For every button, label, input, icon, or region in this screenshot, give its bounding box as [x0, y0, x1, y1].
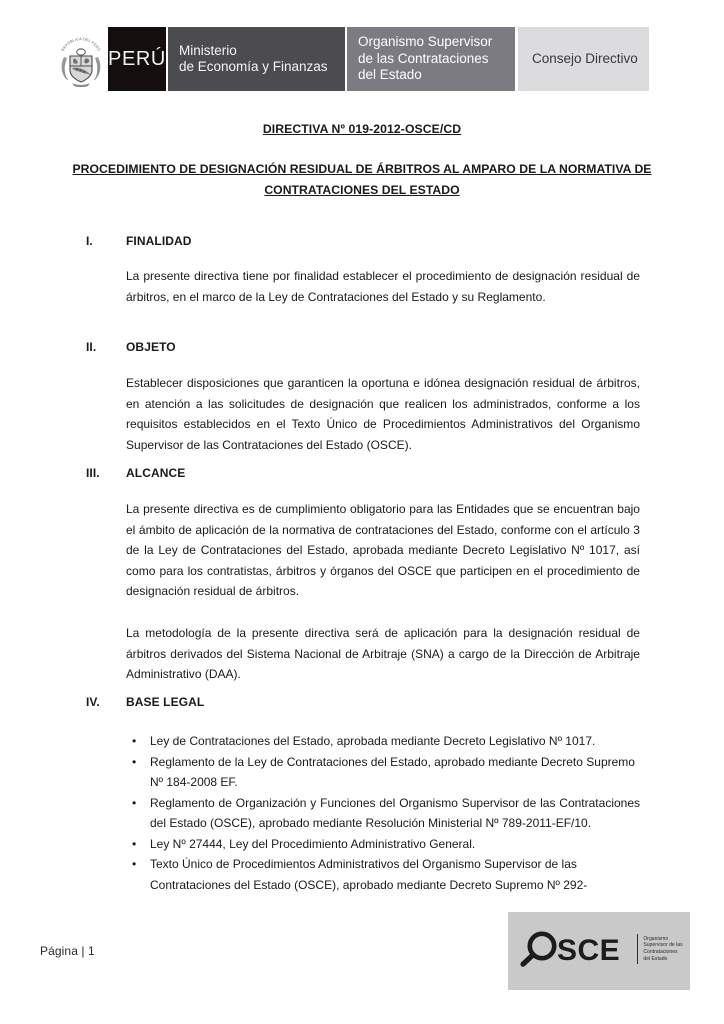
- section-numeral-2: II.: [86, 340, 97, 354]
- osce-line-2: de las Contrataciones: [357, 50, 489, 66]
- bullet-icon: •: [132, 795, 137, 810]
- section-heading-base-legal: [86, 695, 386, 711]
- list-item: [126, 731, 640, 752]
- logo-sub-line-1: Organismo: [643, 935, 669, 942]
- ministry-line-1: Ministerio: [178, 42, 237, 58]
- section-paragraph-objeto: Establecer disposiciones que garanticen la oportuna e idónea designación residual de árbitros, en atención a las solicitudes de designación que realicen los administrados, conforme a los requisitos establecidos en el Texto Único de Procedimientos Administrativos del Organismo Supervisor de las Contrataciones del Estado (OSCE).: [126, 376, 640, 452]
- page-number: Página | 1: [40, 944, 95, 958]
- section-title-1: FINALIDAD: [126, 234, 192, 248]
- list-item-text: Reglamento de Organización y Funciones del Organismo Supervisor de las Contrataciones del Estado (OSCE), aprobado mediante Resolución Ministerial Nº 789-2011-EF/10.: [150, 795, 640, 830]
- section-heading-finalidad: [86, 234, 386, 250]
- peru-brand-block: [108, 27, 166, 91]
- osce-line-3: del Estado: [357, 67, 422, 83]
- institutional-header-banner: [55, 27, 649, 91]
- ministry-line-2: de Economía y Finanzas: [178, 59, 328, 74]
- osce-logo-subtitle: [643, 936, 682, 962]
- section-numeral-1: I.: [86, 234, 93, 248]
- section-numeral-4: IV.: [86, 695, 100, 709]
- list-item-text: Ley de Contrataciones del Estado, aprobada mediante Decreto Legislativo Nº 1017.: [150, 734, 596, 748]
- document-title-line-2: CONTRATACIONES DEL ESTADO: [264, 183, 460, 197]
- section-numeral-3: III.: [86, 466, 100, 480]
- section-title-3: ALCANCE: [126, 466, 186, 480]
- osce-logo: [508, 912, 690, 990]
- directive-number-title: [62, 122, 662, 136]
- council-label: Consejo Directivo: [531, 51, 638, 66]
- list-item-text: Reglamento de la Ley de Contrataciones del Estado, aprobado mediante Decreto Supremo Nº 184-2008 EF.: [150, 754, 635, 789]
- section-paragraph-alcance-2: La metodología de la presente directiva será de aplicación para la designación residual de árbitros derivados del Sistema Nacional de Arbitraje (SNA) a cargo de la Dirección de Arbitraje Administrativo (DAA).: [126, 626, 640, 681]
- peru-label: PERÚ: [108, 48, 166, 70]
- list-item-text: Ley Nº 27444, Ley del Procedimiento Administrativo General.: [150, 836, 476, 851]
- logo-sub-line-2: Supervisor de las: [643, 942, 683, 949]
- bullet-icon: •: [132, 857, 137, 871]
- directive-number-text: DIRECTIVA Nº 019-2012-OSCE/CD: [262, 122, 462, 136]
- logo-sub-line-3: Contrataciones: [643, 949, 678, 955]
- base-legal-list: [126, 731, 640, 895]
- bullet-icon: •: [132, 754, 137, 769]
- list-item: [126, 834, 640, 855]
- logo-divider: [637, 934, 638, 964]
- section-title-2: OBJETO: [126, 340, 176, 354]
- list-item: [126, 752, 640, 793]
- svg-text:REPÚBLICA DEL PERÚ: REPÚBLICA DEL PERÚ: [60, 37, 102, 52]
- osce-block: [347, 27, 515, 91]
- osce-magnifier-wordmark-icon: [515, 929, 631, 969]
- bullet-icon: •: [132, 734, 137, 748]
- document-title: [62, 159, 662, 201]
- peru-coat-of-arms-icon: [55, 27, 107, 91]
- list-item: [126, 854, 640, 895]
- council-block: [518, 27, 649, 91]
- document-title-line-1: PROCEDIMIENTO DE DESIGNACIÓN RESIDUAL DE ÁRBITROS AL AMPARO DE LA NORMATIVA DE: [72, 162, 652, 176]
- bullet-icon: •: [132, 836, 137, 851]
- section-heading-alcance: [86, 466, 386, 482]
- ministry-block: [168, 27, 345, 91]
- list-item-text: Texto Único de Procedimientos Administrativos del Organismo Supervisor de las Contrataciones del Estado (OSCE), aprobado mediante Decreto Supremo Nº 292-: [150, 857, 588, 892]
- section-paragraph-alcance-1: La presente directiva es de cumplimiento obligatorio para las Entidades que se encuentran bajo el ámbito de aplicación de la normativa de contrataciones del Estado, conforme con el artículo 3 de la Ley de Contrataciones del Estado, aprobada mediante Decreto Legislativo Nº 1017, así como para los contratistas, árbitros y órganos del OSCE que participen en el procedimiento de designación residual de árbitros.: [126, 502, 640, 598]
- section-title-4: BASE LEGAL: [126, 695, 205, 709]
- svg-text:SCE: SCE: [557, 934, 621, 967]
- list-item: [126, 793, 640, 834]
- osce-line-1: Organismo Supervisor: [357, 34, 493, 50]
- section-paragraph-finalidad: La presente directiva tiene por finalidad establecer el procedimiento de designación residual de árbitros, en el marco de la Ley de Contrataciones del Estado y su Reglamento.: [126, 269, 640, 304]
- section-heading-objeto: [86, 340, 386, 356]
- logo-sub-line-4: del Estado: [643, 955, 668, 962]
